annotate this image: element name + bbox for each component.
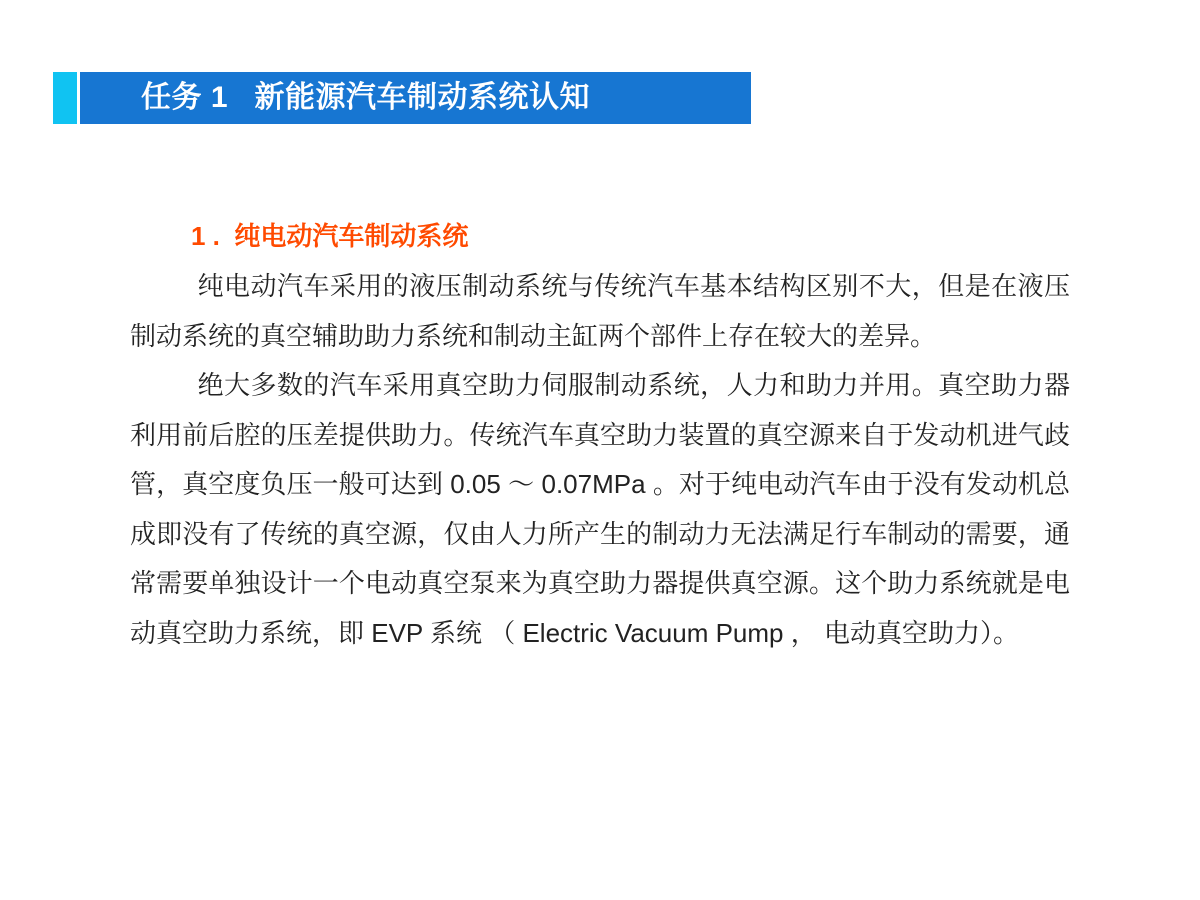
paragraph-2: 绝大多数的汽车采用真空助力伺服制动系统，人力和助力并用。真空助力器利用前后腔的压差提供助力。传统汽车真空助力装置的真空源来自于发动机进气歧管，真空度负压一般可达到 0.05 ～ 0.07MPa 。对于纯电动汽车由于没有发动机总成即没有了传统的真空源，仅由人力所产生的制动力无法满足行车制动的需要，通常需要单独设计一个电动真空泵来为真空助力器提供真空源。这个助力系统就是电动真空助力系统，即 EVP 系统 （ Electric Vacuum Pump ， 电动真空助力）。: [130, 370, 1070, 648]
title-accent-stripe: [53, 72, 77, 124]
section-heading: 1 . 纯电动汽车制动系统: [191, 221, 469, 251]
title-bar: [53, 72, 751, 124]
slide-title: 任务 1 新能源汽车制动系统认知: [141, 81, 591, 114]
title-divider: [77, 72, 80, 124]
body-text: [130, 262, 1070, 658]
paragraph-1: 纯电动汽车采用的液压制动系统与传统汽车基本结构区别不大，但是在液压制动系统的真空辅助助力系统和制动主缸两个部件上存在较大的差异。: [130, 271, 1070, 351]
